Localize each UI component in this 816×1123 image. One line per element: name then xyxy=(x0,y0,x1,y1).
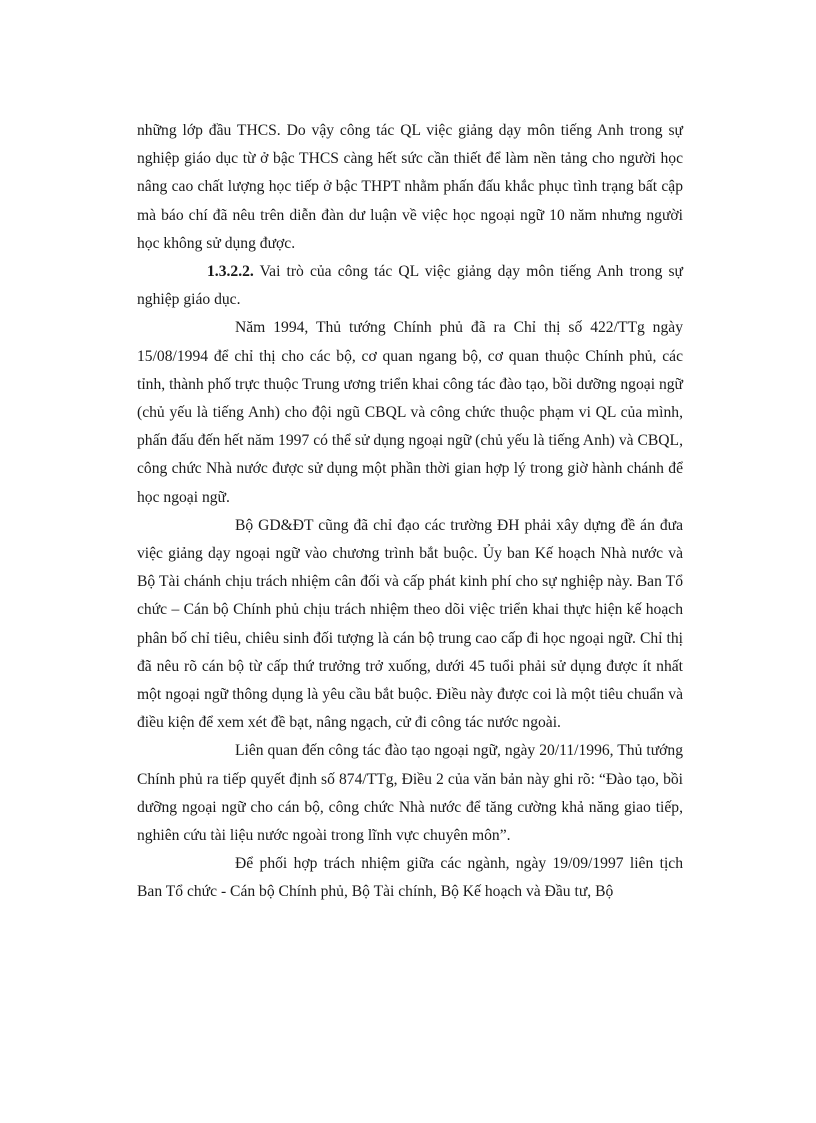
document-page xyxy=(137,117,683,907)
section-title: Vai trò của công tác QL việc giảng dạy môn tiếng Anh trong sự nghiệp giáo dục. xyxy=(137,263,683,309)
paragraph-moet-direction: Bộ GD&ĐT cũng đã chỉ đạo các trường ĐH phải xây dựng đề án đưa việc giảng dạy ngoại ngữ vào chương trình bắt buộc. Ủy ban Kế hoạch Nhà nước và Bộ Tài chánh chịu trách nhiệm cân đối và cấp phát kinh phí cho sự nghiệp này. Ban Tổ chức – Cán bộ Chính phủ chịu trách nhiệm theo dõi việc triển khai thực hiện kế hoạch phân bố chỉ tiêu, chiêu sinh đối tượng là cán bộ trung cao cấp đi học ngoại ngữ. Chỉ thị đã nêu rõ cán bộ từ cấp thứ trưởng trở xuống, dưới 45 tuổi phải sử dụng được ít nhất một ngoại ngữ thông dụng là yêu cầu bắt buộc. Điều này được coi là một tiêu chuẩn và điều kiện để xem xét đề bạt, nâng ngạch, cử đi công tác nước ngoài. xyxy=(137,516,683,732)
section-number: 1.3.2.2. xyxy=(207,263,254,281)
section-heading xyxy=(137,258,683,314)
paragraph-continuation: những lớp đầu THCS. Do vậy công tác QL việc giảng dạy môn tiếng Anh trong sự nghiệp giáo dục từ ở bậc THCS càng hết sức cần thiết để làm nền tảng cho người học nâng cao chất lượng học tiếp ở bậc THPT nhằm phấn đấu khắc phục tình trạng bất cập mà báo chí đã nêu trên diễn đàn dư luận về việc học ngoại ngữ 10 năm nhưng người học không sử dụng được. xyxy=(137,122,683,252)
paragraph-directive-422: Năm 1994, Thủ tướng Chính phủ đã ra Chỉ thị số 422/TTg ngày 15/08/1994 để chỉ thị cho các bộ, cơ quan ngang bộ, cơ quan thuộc Chính phủ, các tỉnh, thành phố trực thuộc Trung ương triển khai công tác đào tạo, bồi dưỡng ngoại ngữ (chủ yếu là tiếng Anh) cho đội ngũ CBQL và công chức thuộc phạm vi QL của mình, phấn đấu đến hết năm 1997 có thể sử dụng ngoại ngữ (chủ yếu là tiếng Anh) và CBQL, công chức Nhà nước được sử dụng một phần thời gian hợp lý trong giờ hành chánh để học ngoại ngữ. xyxy=(137,319,683,506)
paragraph-coordination: Để phối hợp trách nhiệm giữa các ngành, ngày 19/09/1997 liên tịch Ban Tổ chức - Cán bộ Chính phủ, Bộ Tài chính, Bộ Kế hoạch và Đầu tư, Bộ xyxy=(137,855,683,901)
paragraph-decision-874: Liên quan đến công tác đào tạo ngoại ngữ, ngày 20/11/1996, Thủ tướng Chính phủ ra tiếp quyết định số 874/TTg, Điều 2 của văn bản này ghi rõ: “Đào tạo, bồi dưỡng ngoại ngữ cho cán bộ, công chức Nhà nước để tăng cường khả năng giao tiếp, nghiên cứu tài liệu nước ngoài trong lĩnh vực chuyên môn”. xyxy=(137,742,683,845)
